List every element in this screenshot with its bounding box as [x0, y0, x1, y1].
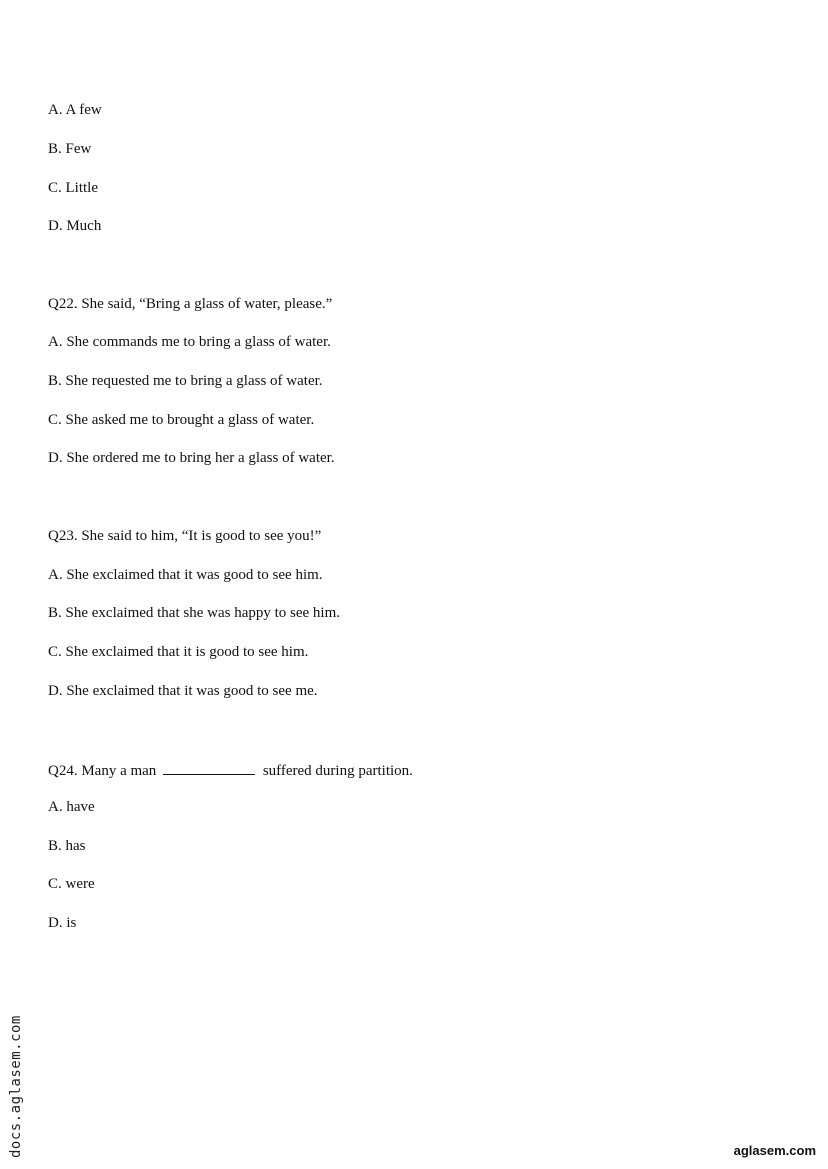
q24-option-a: A. have	[48, 799, 95, 815]
q24-question-end: suffered during partition.	[262, 763, 413, 779]
q21-option-b: B. Few	[48, 141, 92, 157]
q22-option-a: A. She commands me to bring a glass of water.	[48, 334, 331, 350]
q21-option-a: A. A few	[48, 102, 102, 118]
side-watermark: docs.aglasem.com	[8, 1015, 24, 1158]
q22-option-c: C. She asked me to brought a glass of water.	[48, 412, 315, 428]
q24-question	[48, 760, 413, 780]
q23-option-d: D. She exclaimed that it was good to see me.	[48, 683, 318, 699]
fill-in-blank	[163, 760, 255, 775]
q21-option-d: D. Much	[48, 218, 102, 234]
q22-option-b: B. She requested me to bring a glass of water.	[48, 373, 323, 389]
brand-footer: aglasem.com	[733, 1143, 816, 1158]
q24-option-b: B. has	[48, 838, 86, 854]
q23-question: Q23. She said to him, “It is good to see you!”	[48, 528, 322, 544]
q24-question-start: Q24. Many a man	[48, 763, 157, 779]
q22-option-d: D. She ordered me to bring her a glass of water.	[48, 450, 335, 466]
q23-option-b: B. She exclaimed that she was happy to see him.	[48, 605, 341, 621]
q21-option-c: C. Little	[48, 180, 98, 196]
q24-option-d: D. is	[48, 915, 77, 931]
q22-question: Q22. She said, “Bring a glass of water, please.”	[48, 296, 333, 312]
q23-option-c: C. She exclaimed that it is good to see him.	[48, 644, 309, 660]
q23-option-a: A. She exclaimed that it was good to see him.	[48, 567, 323, 583]
q24-option-c: C. were	[48, 876, 95, 892]
